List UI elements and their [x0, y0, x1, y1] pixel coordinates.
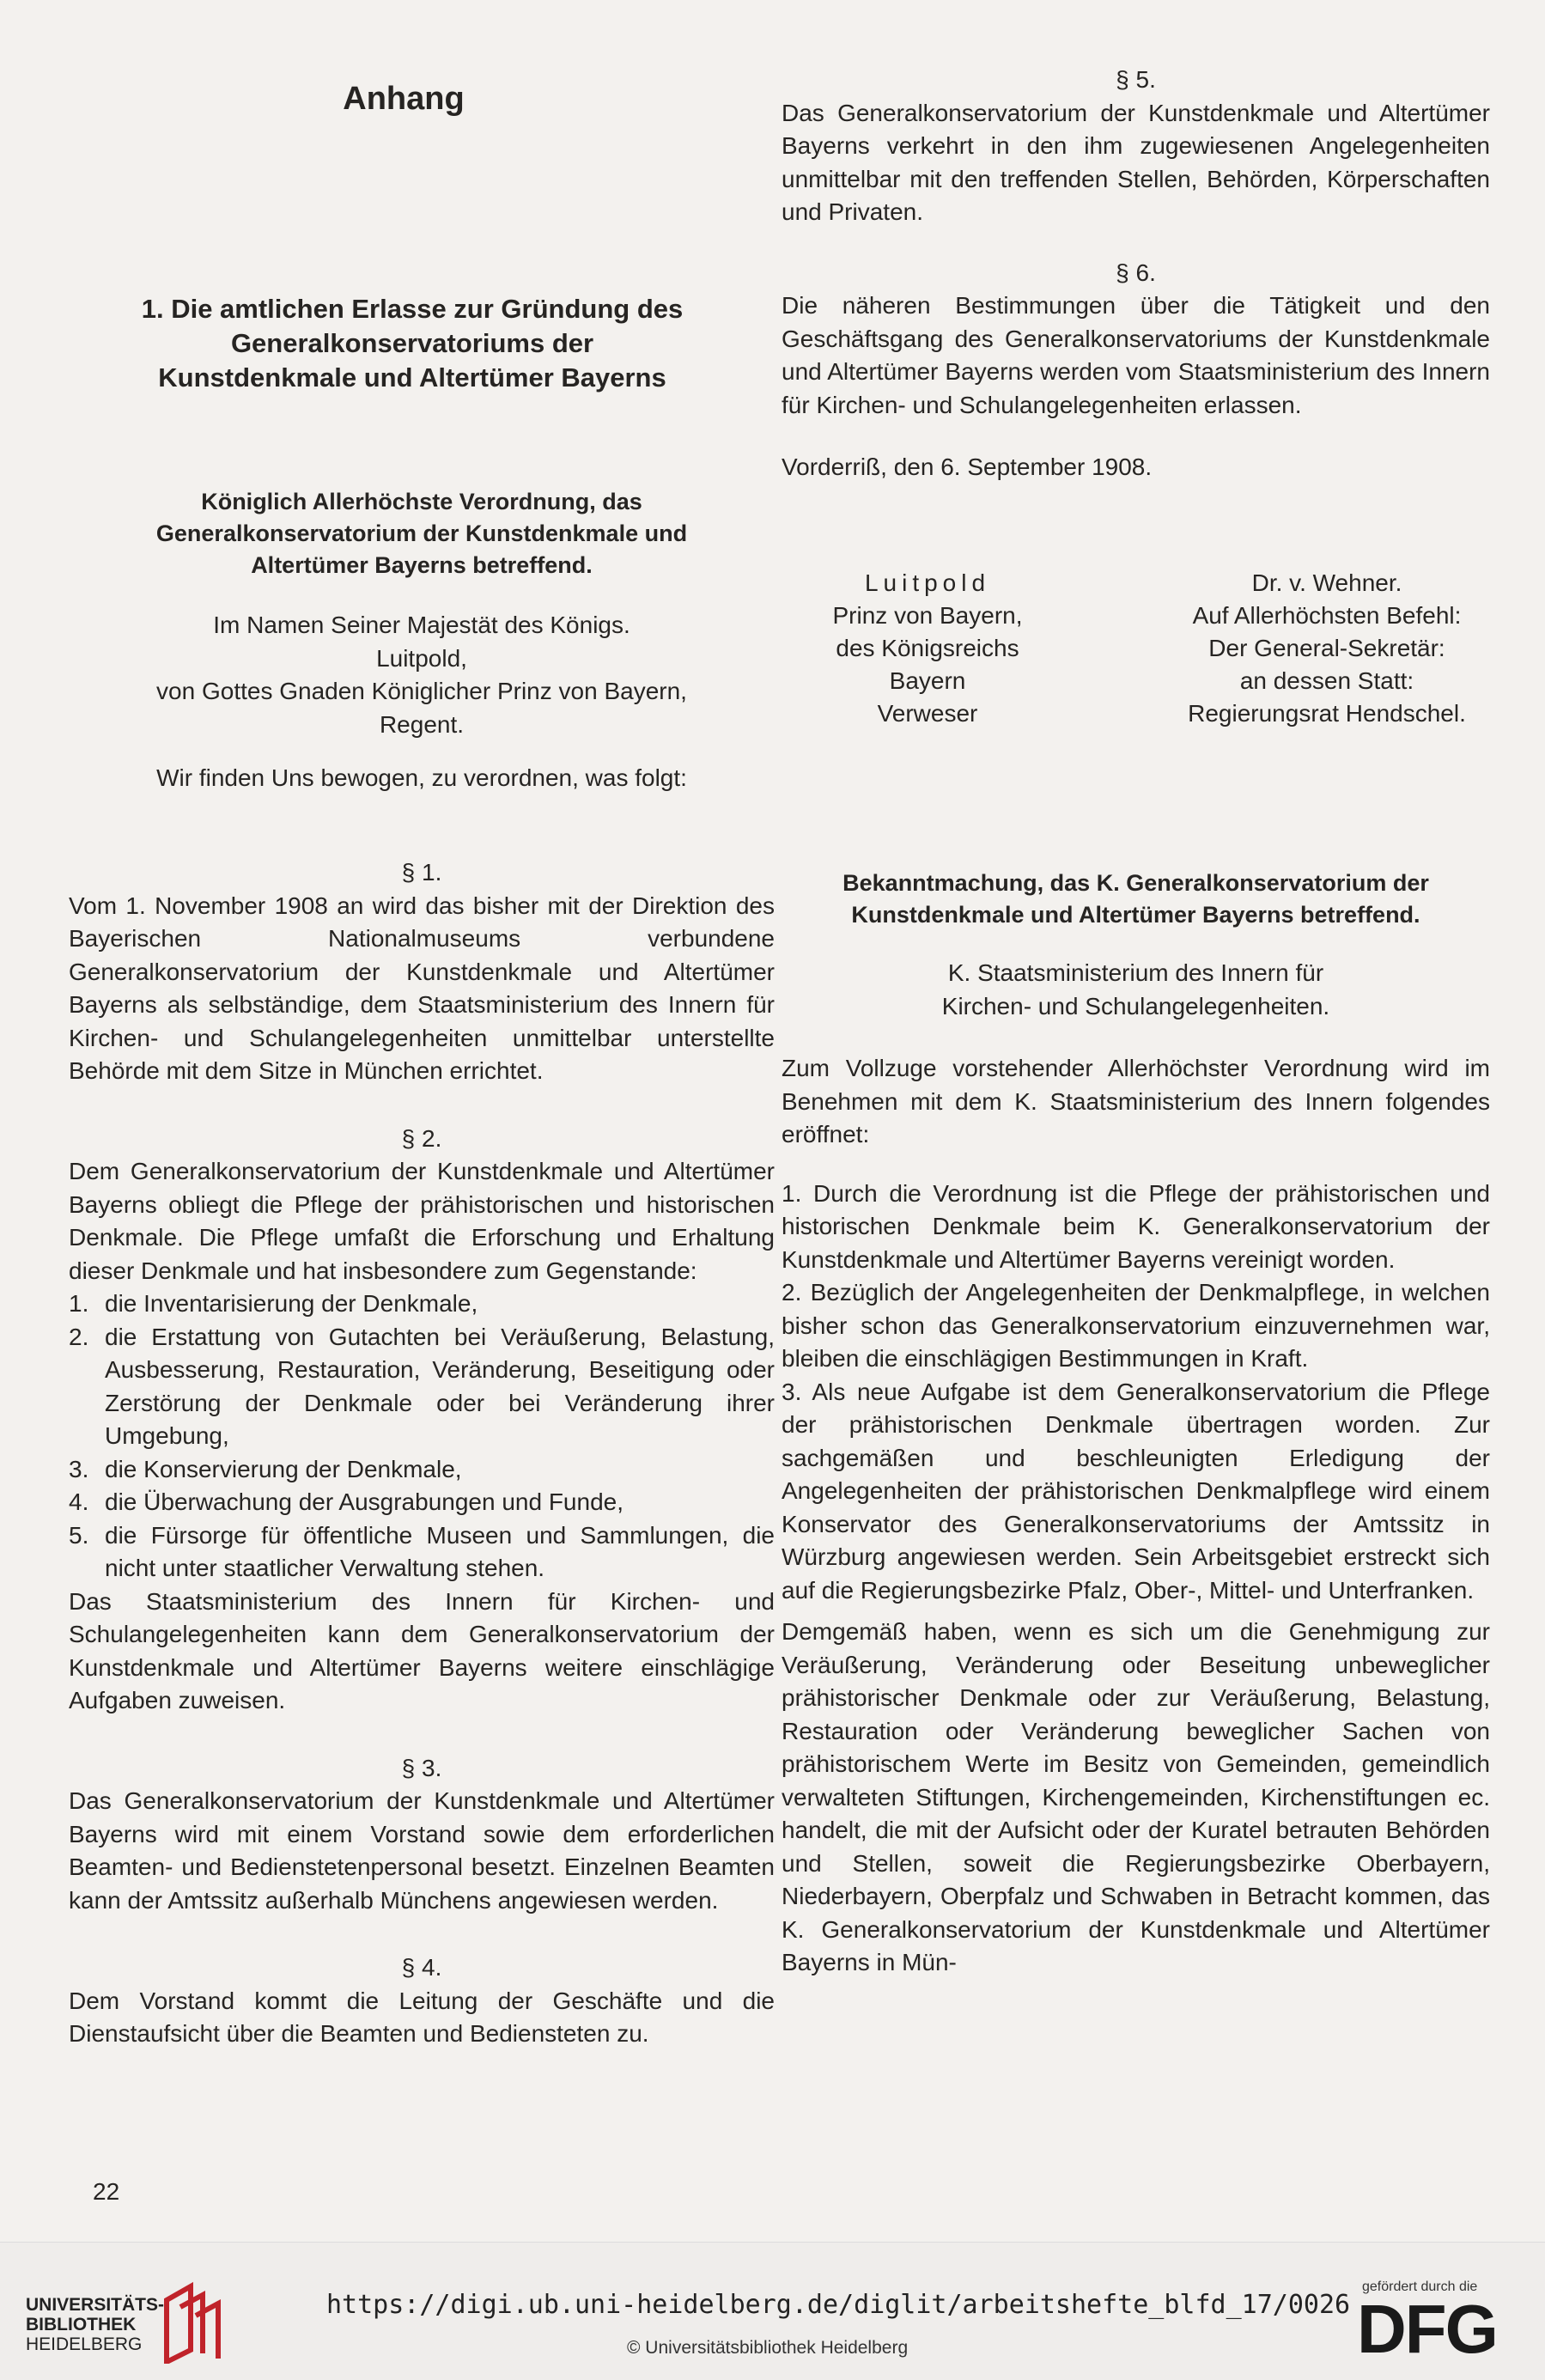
signature-line: des Königsreichs Bayern: [836, 635, 1019, 694]
list-item-number: 4.: [69, 1488, 89, 1515]
section-title: 1. Die amtlichen Erlasse zur Gründung des Generalkonservatoriums der Kunstdenkmale und Altertümer Bayerns: [141, 294, 684, 393]
section-6-symbol: § 6.: [1116, 259, 1156, 286]
notice-item-2: 2. Bezüglich der Angelegenheiten der Denkmalpflege, in welchen bisher schon das Generalkonservatorium einzuvernehmen war, bleiben die einschlägigen Bestimmungen in Kraft.: [782, 1279, 1490, 1372]
signature-line: Auf Allerhöchsten Befehl:: [1192, 602, 1462, 629]
signature-minister: [1155, 567, 1499, 730]
notice-item-1: 1. Durch die Verordnung ist die Pflege der prähistorischen und historischen Denkmale beim K. Generalkonservatorium der Kunstdenkmale und Altertümer Bayerns vereinigt worden.: [782, 1179, 1490, 1273]
left-column-upper: [69, 486, 775, 795]
notice-item-4: Demgemäß haben, wenn es sich um die Genehmigung zur Veräußerung, Veränderung oder Beseitung unbeweglicher prähistorischer Denkmale oder zur Veräußerung, Belastung, Restauration oder Veränderung beweglicher Sachen von prähistorischem Werte im Besitz von Gemeinden, gemeindlich verwalteten Stiftungen, Kirchengemeinden, Kirchenstiftungen ec. handelt, die mit der Aufsicht oder der Kuratel betrauten Behörden und Stellen, soweit die Regierungsbezirke Oberbayern, Niederbayern, Oberpfalz und Schwaben in Betracht kommen, das K. Generalkonservatorium der Kunstdenkmale und Altertümer Bayerns in Mün-: [782, 1618, 1490, 1975]
section-3-symbol: § 3.: [401, 1754, 442, 1781]
section-4-text: Dem Vorstand kommt die Leitung der Geschäfte und die Dienstaufsicht über die Beamten und Bediensteten zu.: [69, 1987, 775, 2047]
left-column-sections: [69, 856, 775, 2051]
copyright-notice: © Universitätsbibliothek Heidelberg: [627, 2338, 909, 2358]
signature-line: Prinz von Bayern,: [832, 602, 1023, 629]
section-6-text: Die näheren Bestimmungen über die Tätigkeit und den Geschäftsgang des Generalkonservatoriums der Kunstdenkmale und Altertümer Bayerns werden vom Staatsministerium des Innern für Kirchen- und Schulangelegenheiten erlassen.: [782, 292, 1490, 418]
list-item-text: die Fürsorge für öffentliche Museen und Sammlungen, die nicht unter staatlicher Verwaltung stehen.: [105, 1521, 775, 1581]
intro-line-1: Im Namen Seiner Majestät des Königs.: [213, 612, 630, 638]
list-item: [69, 1519, 775, 1586]
ministry-line-1: K. Staatsministerium des Innern für: [947, 959, 1324, 986]
signature-regent: [799, 567, 1056, 730]
page-number: 22: [93, 2178, 120, 2205]
permalink-url[interactable]: https://digi.ub.uni-heidelberg.de/diglit/arbeitshefte_blfd_17/0026: [326, 2290, 1351, 2320]
funding-caption: gefördert durch die: [1362, 2280, 1478, 2294]
section-1-symbol: § 1.: [401, 859, 442, 886]
list-item-number: 3.: [69, 1455, 89, 1482]
decree-date: Vorderriß, den 6. September 1908.: [782, 453, 1153, 480]
section-1-text: Vom 1. November 1908 an wird das bisher mit der Direktion des Bayerischen Nationalmuseums verbundene Generalkonservatorium der Kunstdenkmale und Altertümer Bayerns als selbständige, dem Staatsministerium des Innern für Kirchen- und Schulangelegenheiten unmittelbar unterstellte Behörde mit dem Sitze in München errichtet.: [69, 892, 775, 1084]
section-2-tail: Das Staatsministerium des Innern für Kirchen- und Schulangelegenheiten kann dem Generalkonservatorium der Kunstdenkmale und Altertümer Bayerns weitere einschlägige Aufgaben zuweisen.: [69, 1587, 775, 1713]
right-column-notice: [782, 867, 1490, 1980]
section-5-symbol: § 5.: [1116, 66, 1156, 93]
list-item-text: die Erstattung von Gutachten bei Veräußerung, Belastung, Ausbesserung, Restauration, Veränderung, Beseitigung oder Zerstörung der Denkmale oder bei Veränderung ihrer Umgebung,: [105, 1323, 775, 1449]
signature-line: Regierungsrat Hendschel.: [1188, 700, 1466, 727]
signature-name: Luitpold: [864, 569, 991, 596]
list-item-number: 5.: [69, 1521, 89, 1549]
notice-item-3: 3. Als neue Aufgabe ist dem Generalkonservatorium die Pflege der prähistorischen Denkmale übertragen worden. Zur sachgemäßen und beschleunigten Erledigung der Angelegenheiten der prähistorischen Denkmalpflege wird einem Konservator des Generalkonservatoriums der Amtssitz in Würzburg angewiesen werden. Sein Arbeitsgebiet erstreckt sich auf die Regierungsbezirke Pfalz, Ober-, Mittel- und Unterfranken.: [782, 1378, 1490, 1604]
ministry-line-2: Kirchen- und Schulangelegenheiten.: [941, 992, 1330, 1020]
list-item: [69, 1287, 775, 1321]
library-logo-text: [26, 2295, 164, 2354]
signature-line: Verweser: [877, 700, 978, 727]
decree-subheading: Königlich Allerhöchste Verordnung, das Generalkonservatorium der Kunstdenkmale und Altertümer Bayerns betreffend.: [155, 489, 688, 578]
page-heading: Anhang: [343, 81, 465, 117]
section-5-text: Das Generalkonservatorium der Kunstdenkmale und Altertümer Bayerns verkehrt in den ihm zugewiesenen Angelegenheiten unmittelbar mit den treffenden Stellen, Behörden, Körperschaften und Privaten.: [782, 99, 1490, 225]
library-name-line-1: UNIVERSITÄTS-: [26, 2295, 165, 2315]
library-name-line-2: BIBLIOTHEK: [26, 2315, 137, 2334]
library-name-line-3: HEIDELBERG: [26, 2334, 143, 2354]
section-3-text: Das Generalkonservatorium der Kunstdenkmale und Altertümer Bayerns wird mit einem Vorstand sowie dem erforderlichen Beamten- und Bedienstetenpersonal besetzt. Einzelnen Beamten kann der Amtssitz außerhalb Münchens angewiesen werden.: [69, 1787, 775, 1914]
list-item: [69, 1453, 775, 1487]
right-column-upper: [782, 64, 1490, 484]
intro-line-3: von Gottes Gnaden Königlicher Prinz von Bayern,: [156, 678, 687, 704]
section-2-text: Dem Generalkonservatorium der Kunstdenkmale und Altertümer Bayerns obliegt die Pflege der prähistorischen und historischen Denkmale. Die Pflege umfaßt die Erforschung und Erhaltung dieser Denkmale und hat insbesondere zum Gegenstande:: [69, 1158, 775, 1284]
list-item: [69, 1486, 775, 1519]
list-item-number: 1.: [69, 1290, 89, 1317]
library-logo-icon: [161, 2281, 223, 2364]
list-item-text: die Inventarisierung der Denkmale,: [105, 1290, 478, 1317]
notice-title: Bekanntmachung, das K. Generalkonservatorium der Kunstdenkmale und Altertümer Bayerns betreffend.: [842, 870, 1429, 928]
dfg-logo: DFG: [1357, 2291, 1497, 2367]
decree-resolve: Wir finden Uns bewogen, zu verordnen, was folgt:: [156, 764, 687, 791]
list-item-text: die Konservierung der Denkmale,: [105, 1455, 462, 1482]
signature-line: Der General-Sekretär:: [1208, 635, 1445, 661]
signature-line: an dessen Statt:: [1239, 667, 1414, 694]
intro-line-2: Luitpold,: [376, 644, 467, 672]
notice-intro: Zum Vollzuge vorstehender Allerhöchster Verordnung wird im Benehmen mit dem K. Staatsministerium des Innern folgendes eröffnet:: [782, 1055, 1490, 1147]
section-2-symbol: § 2.: [401, 1124, 442, 1152]
list-item-number: 2.: [69, 1323, 89, 1350]
section-4-symbol: § 4.: [401, 1954, 442, 1981]
list-item: [69, 1321, 775, 1453]
signature-line: Dr. v. Wehner.: [1251, 569, 1402, 596]
intro-line-4: Regent.: [379, 710, 465, 738]
list-item-text: die Überwachung der Ausgrabungen und Funde,: [105, 1488, 623, 1515]
